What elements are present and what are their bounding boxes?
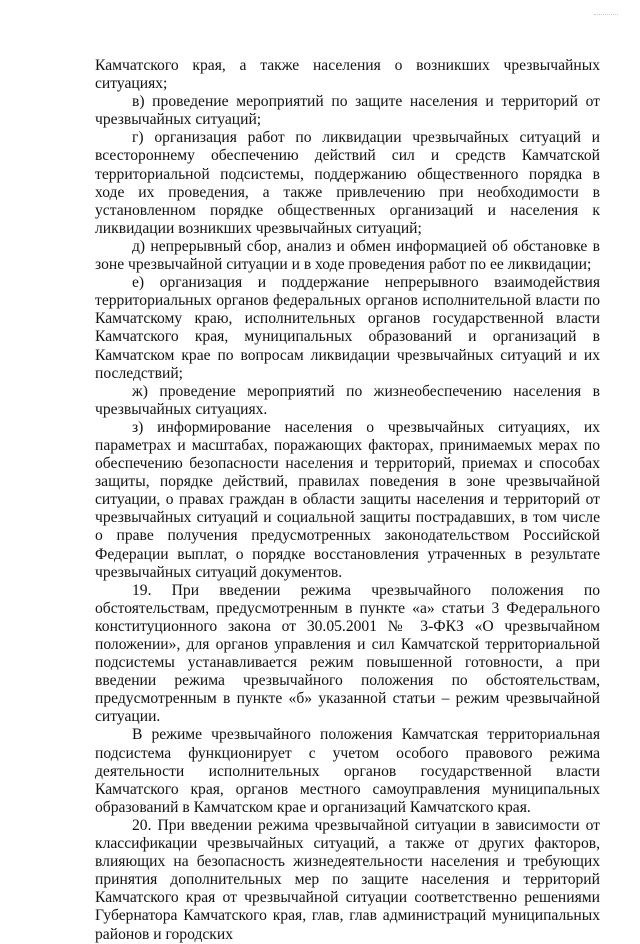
- paragraph-item-e: е) организация и поддержание непрерывного взаимодействия территориальных органов федеральных органов исполнительной власти по Камчатскому краю, исполнительных органов государственной власти Камчатского края, муниципальных образований и организаций в Камчатском крае по вопросам ликвидации чрезвычайных ситуаций и их последствий;: [95, 274, 600, 382]
- paragraph-clause-20: 20. При введении режима чрезвычайной ситуации в зависимости от классификации чрезвычайных ситуаций, а также от других факторов, влияющих на безопасность жизнедеятельности населения и требующих принятия дополнительных мер по защите населения и территорий Камчатского края от чрезвычайной ситуации соответственно решениями Губернатора Камчатского края, глав, глав администраций муниципальных районов и городских: [95, 816, 600, 943]
- paragraph-item-g: г) организация работ по ликвидации чрезвычайных ситуаций и всестороннему обеспечению действий сил и средств Камчатской территориальной подсистемы, поддержанию общественного порядка в ходе их проведения, а также привлечению при необходимости в установленном порядке общественных организаций и населения к ликвидации возникших чрезвычайных ситуаций;: [95, 129, 600, 237]
- scan-artifact: [594, 14, 618, 21]
- paragraph-item-z: з) информирование населения о чрезвычайных ситуациях, их параметрах и масштабах, поражающих факторах, принимаемых мерах по обеспечению безопасности населения и территорий, приемах и способах защиты, порядке действий, правилах поведения в зоне чрезвычайной ситуации, о правах граждан в области защиты населения и территорий от чрезвычайных ситуаций и социальной защиты пострадавших, в том числе о праве получения предусмотренных законодательством Российской Федерации выплат, о порядке восстановления утраченных в результате чрезвычайных ситуаций документов.: [95, 418, 600, 581]
- paragraph-item-v: в) проведение мероприятий по защите населения и территорий от чрезвычайных ситуаций;: [95, 93, 600, 129]
- paragraph-emergency-mode: В режиме чрезвычайного положения Камчатская территориальная подсистема функционирует с учетом особого правового режима деятельности исполнительных органов государственной власти Камчатского края, органов местного самоуправления муниципальных образований в Камчатском крае и организаций Камчатского края.: [95, 726, 600, 816]
- paragraph-item-zh: ж) проведение мероприятий по жизнеобеспечению населения в чрезвычайных ситуациях.: [95, 382, 600, 418]
- document-page: [95, 57, 600, 944]
- paragraph-continuation: Камчатского края, а также населения о возникших чрезвычайных ситуациях;: [95, 57, 600, 93]
- paragraph-item-d: д) непрерывный сбор, анализ и обмен информацией об обстановке в зоне чрезвычайной ситуации и в ходе проведения работ по ее ликвидации;: [95, 237, 600, 274]
- paragraph-clause-19: 19. При введении режима чрезвычайного положения по обстоятельствам, предусмотренным в пункте «а» статьи 3 Федерального конституционного закона от 30.05.2001 № 3-ФКЗ «О чрезвычайном положении», для органов управления и сил Камчатской территориальной подсистемы устанавливается режим повышенной готовности, а при введении режима чрезвычайного положения по обстоятельствам, предусмотренным в пункте «б» указанной статьи – режим чрезвычайной ситуации.: [95, 581, 600, 726]
